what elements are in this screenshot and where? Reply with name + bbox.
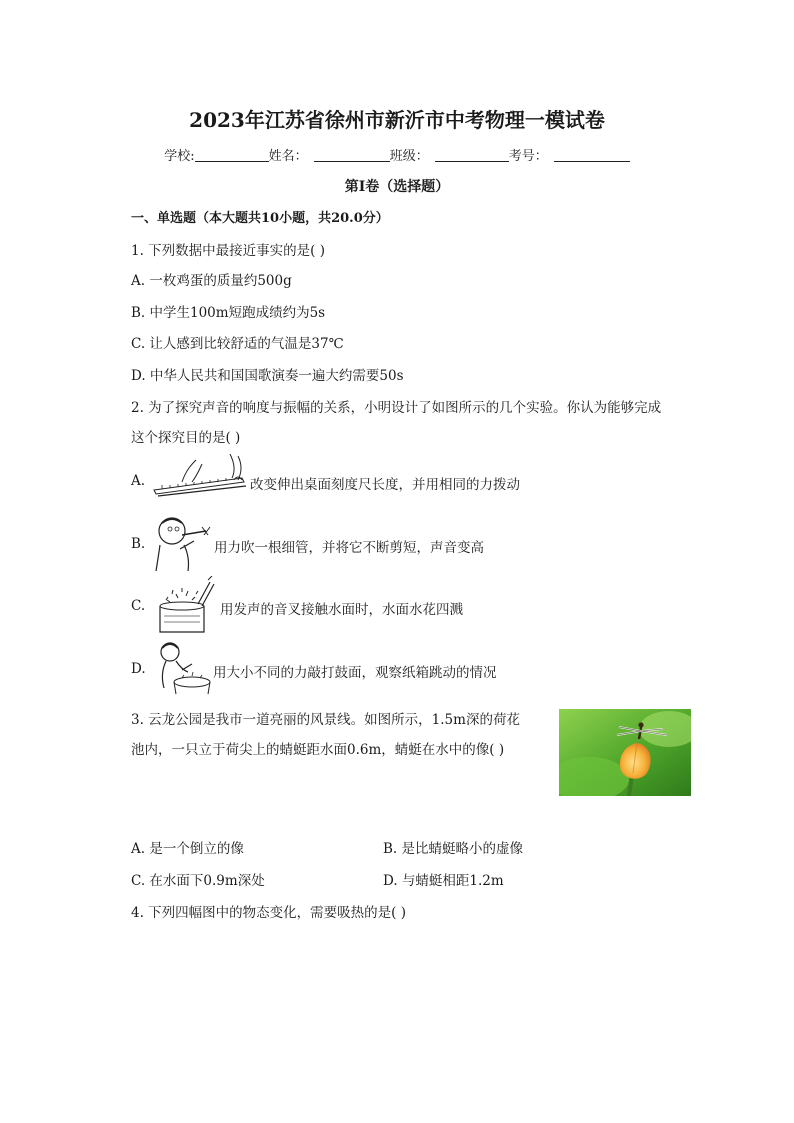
- q2-option-d-letter[interactable]: D.: [131, 661, 146, 677]
- ruler-on-desk-figure: [152, 452, 250, 498]
- q3-option-a[interactable]: A. 是一个倒立的像: [131, 841, 244, 857]
- blowing-straw-figure: [152, 513, 214, 573]
- drum-beating-figure: [152, 640, 212, 696]
- q2-option-d-text[interactable]: 用大小不同的力敲打鼓面，观察纸箱跳动的情况: [213, 665, 497, 681]
- school-blank[interactable]: [195, 147, 269, 162]
- q1-stem: 1. 下列数据中最接近事实的是( ): [131, 243, 325, 259]
- q3-stem-line1: 3. 云龙公园是我市一道亮丽的风景线。如图所示，1.5m深的荷花: [131, 712, 520, 728]
- number-label: 考号：: [508, 149, 548, 164]
- q2-option-b-letter[interactable]: B.: [131, 536, 146, 552]
- q2-option-b-text[interactable]: 用力吹一根细管，并将它不断剪短，声音变高: [214, 540, 484, 556]
- q3-option-c[interactable]: C. 在水面下0.9m深处: [131, 873, 265, 889]
- school-label: 学校:: [164, 149, 195, 164]
- q1-option-a[interactable]: A. 一枚鸡蛋的质量约500g: [131, 273, 292, 289]
- q2-option-c-letter[interactable]: C.: [131, 598, 146, 614]
- q2-stem-line1: 2. 为了探究声音的响度与振幅的关系，小明设计了如图所示的几个实验。你认为能够完成: [131, 400, 662, 416]
- q3-stem-line2: 池内，一只立于荷尖上的蜻蜓距水面0.6m，蜻蜓在水中的像( ): [131, 742, 505, 758]
- dragonfly-on-lotus-photo: [559, 709, 691, 796]
- q1-option-d[interactable]: D. 中华人民共和国国歌演奏一遍大约需要50s: [131, 368, 404, 384]
- student-info-row: [0, 145, 794, 164]
- q4-stem: 4. 下列四幅图中的物态变化，需要吸热的是( ): [131, 905, 406, 921]
- q3-option-b[interactable]: B. 是比蜻蜓略小的虚像: [383, 841, 524, 857]
- q1-option-b[interactable]: B. 中学生100m短跑成绩约为5s: [131, 305, 326, 321]
- class-blank[interactable]: [435, 147, 509, 162]
- name-blank[interactable]: [314, 147, 390, 162]
- name-label: 姓名：: [268, 149, 308, 164]
- q2-option-c-text[interactable]: 用发声的音叉接触水面时，水面水花四溅: [220, 602, 463, 618]
- q3-option-d[interactable]: D. 与蜻蜓相距1.2m: [383, 873, 504, 889]
- tuning-fork-water-figure: [152, 576, 218, 636]
- exam-title: 2023年江苏省徐州市新沂市中考物理一模试卷: [189, 108, 605, 132]
- q1-option-c[interactable]: C. 让人感到比较舒适的气温是37℃: [131, 336, 344, 352]
- class-label: 班级：: [389, 149, 429, 164]
- section-heading: 一、单选题（本大题共10小题，共20.0分）: [131, 211, 389, 226]
- q2-option-a-letter[interactable]: A.: [131, 473, 146, 489]
- part-title: 第I卷（选择题）: [344, 179, 450, 195]
- q2-stem-line2: 这个探究目的是( ): [131, 430, 241, 446]
- q2-option-a-text[interactable]: 改变伸出桌面刻度尺长度，并用相同的力拨动: [250, 477, 520, 493]
- number-blank[interactable]: [554, 147, 630, 162]
